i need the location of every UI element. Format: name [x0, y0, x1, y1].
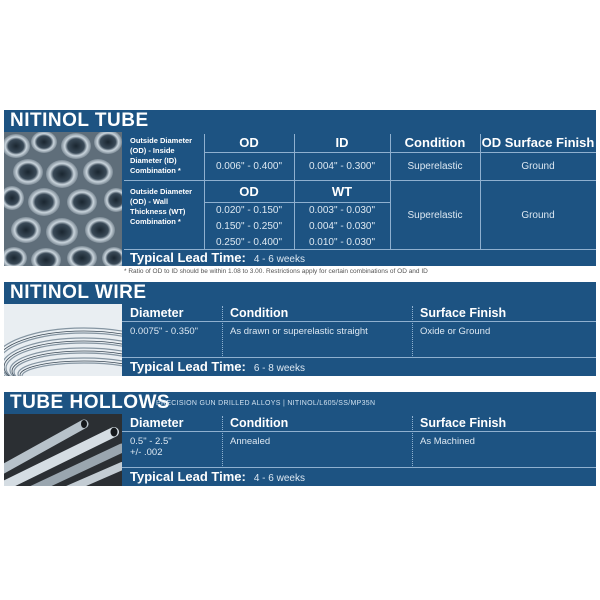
row2-wt-value-2: 0.004" - 0.030"	[308, 220, 376, 232]
hollows-col-diameter-header: Diameter	[130, 416, 184, 430]
wire-lead-value: 6 - 8 weeks	[253, 363, 305, 374]
row1-id-value: 0.004" - 0.300"	[308, 160, 376, 172]
nitinol-wire-title: NITINOL WIRE	[10, 282, 147, 303]
hollows-diameter-value	[122, 432, 222, 466]
hollows-lead-value: 4 - 6 weeks	[253, 473, 305, 484]
nitinol-wire-header	[4, 282, 596, 304]
tube-lead-time	[130, 250, 305, 265]
row2-condition-value: Superelastic	[407, 209, 463, 221]
nitinol-tube-title: NITINOL TUBE	[10, 110, 149, 131]
row2-od-value-1: 0.020" - 0.150"	[215, 204, 283, 216]
wire-grid-line	[122, 321, 596, 322]
hollows-diameter-range: 0.5" - 2.5"	[130, 436, 172, 447]
od-wt-combination-label: Outside Diameter (OD) - Wall Thickness (WT) Combination *	[130, 187, 193, 226]
row1-surface-value: Ground	[521, 160, 555, 172]
col-od2-header: OD	[239, 183, 259, 199]
hollows-grid-line	[222, 416, 223, 466]
tube-hollows-subtitle: PRECISION GUN DRILLED ALLOYS | NITINOL/L605/SS/MP35N	[156, 400, 376, 407]
tube-grid-line	[204, 152, 596, 153]
wire-col-condition-header: Condition	[230, 306, 289, 320]
od-id-combination-label: Outside Diameter (OD) - Inside Diameter (ID) Combination *	[130, 136, 193, 175]
tube-grid-line	[124, 180, 596, 181]
row1-od-value: 0.006" - 0.400"	[215, 160, 283, 172]
hollows-diameter-tolerance: +/- .002	[130, 447, 163, 458]
hollows-col-condition-header: Condition	[230, 416, 289, 430]
nitinol-wire-photo	[4, 304, 122, 376]
wire-grid-line	[412, 306, 413, 356]
tube-hollows-photo	[4, 414, 122, 486]
col-surface-header: OD Surface Finish	[481, 134, 595, 150]
col-od-header: OD	[239, 134, 259, 150]
hollows-grid-line	[122, 431, 596, 432]
hollows-col-surface-header: Surface Finish	[420, 416, 507, 430]
tube-grid-line	[204, 202, 390, 203]
row1-condition-value: Superelastic	[407, 160, 463, 172]
row2-od-value-3: 0.250" - 0.400"	[215, 236, 283, 248]
nitinol-tube-header	[4, 110, 596, 132]
row2-wt-value-3: 0.010" - 0.030"	[308, 236, 376, 248]
wire-grid-line	[122, 357, 596, 358]
hollows-lead-time	[130, 469, 305, 484]
tube-lead-label: Typical Lead Time:	[130, 250, 246, 265]
hollows-grid-line	[122, 467, 596, 468]
wire-lead-label: Typical Lead Time:	[130, 359, 246, 374]
hollows-lead-label: Typical Lead Time:	[130, 469, 246, 484]
tube-footnote: * Ratio of OD to ID should be within 1.08 to 3.00. Restrictions apply for certain combinations of OD and ID	[124, 268, 428, 275]
row2-od-value-2: 0.150" - 0.250"	[215, 220, 283, 232]
hollows-surface-value: As Machined	[420, 436, 475, 447]
hollows-condition-value: Annealed	[230, 436, 271, 447]
wire-condition-value: As drawn or superelastic straight	[230, 326, 368, 337]
row2-wt-value-1: 0.003" - 0.030"	[308, 204, 376, 216]
wire-lead-time	[130, 359, 305, 374]
tube-lead-value: 4 - 6 weeks	[253, 254, 305, 265]
col-wt-header: WT	[331, 183, 353, 199]
row2-surface-value: Ground	[521, 209, 555, 221]
wire-col-diameter-header: Diameter	[130, 306, 184, 320]
nitinol-tube-photo	[4, 132, 122, 266]
col-id-header: ID	[335, 134, 349, 150]
tube-hollows-title: TUBE HOLLOWS	[10, 392, 171, 413]
col-condition-header: Condition	[404, 134, 466, 150]
wire-diameter-value: 0.0075" - 0.350"	[130, 326, 199, 337]
wire-col-surface-header: Surface Finish	[420, 306, 507, 320]
wire-grid-line	[222, 306, 223, 356]
wire-surface-value: Oxide or Ground	[420, 326, 491, 337]
tube-hollows-header	[4, 392, 596, 414]
hollows-grid-line	[412, 416, 413, 466]
